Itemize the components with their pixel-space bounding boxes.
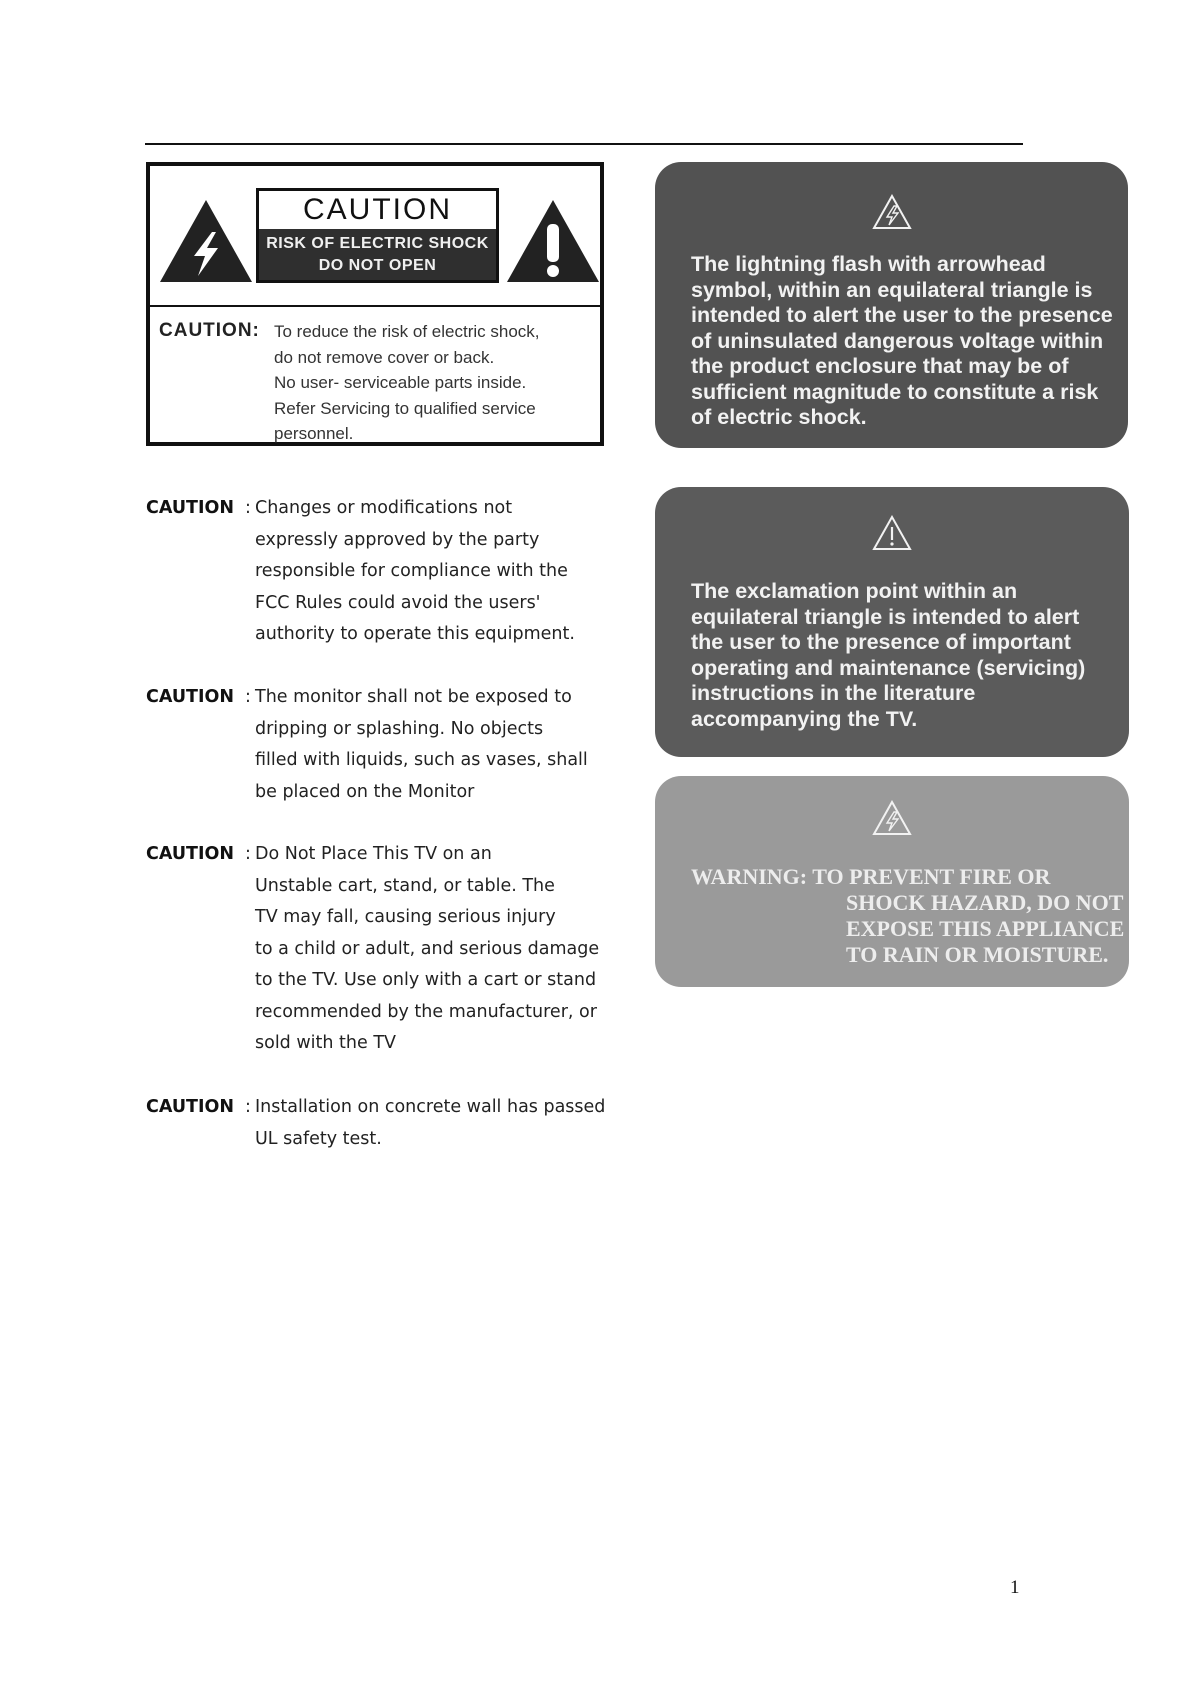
caution-heading: CAUTION — [146, 687, 235, 707]
caution-line: be placed on the Monitor — [255, 781, 475, 802]
caution-colon: : — [245, 498, 251, 518]
caution-label-plate — [256, 188, 499, 283]
caution-colon: : — [245, 687, 251, 707]
caution-label-box — [146, 162, 604, 446]
caution-label-title: CAUTION — [303, 193, 452, 226]
lightning-symbol-panel — [655, 162, 1128, 448]
lightning-triangle-icon — [872, 194, 912, 230]
caution-label-warning-line: DO NOT OPEN — [318, 257, 437, 274]
caution-label-line: do not remove cover or back. — [274, 347, 495, 367]
caution-colon: : — [245, 844, 251, 864]
exclamation-triangle-icon — [872, 515, 912, 551]
top-rule — [145, 143, 1023, 145]
caution-label-line: Refer Servicing to qualified service — [274, 398, 536, 418]
caution-line: Installation on concrete wall has passed — [255, 1097, 606, 1117]
warning-line: WARNING: TO PREVENT FIRE OR — [691, 864, 1051, 889]
caution-line: responsible for compliance with the — [255, 561, 568, 581]
warning-line: SHOCK HAZARD, DO NOT — [846, 890, 1124, 915]
caution-heading: CAUTION — [146, 1097, 235, 1117]
caution-text — [255, 839, 655, 1060]
lightning-symbol-text: The lightning flash with arrowhead symbol, within an equilateral triangle is intended to alert the user to the presence of uninsulated dangerous voltage within the product enclosure that may be of sufficient magnitude to constitute a risk of electric shock. — [691, 252, 1113, 429]
caution-line: UL safety test. — [255, 1128, 382, 1149]
caution-line: filled with liquids, such as vases, shall — [255, 750, 588, 770]
warning-line: TO RAIN OR MOISTURE. — [846, 942, 1109, 967]
exclamation-symbol-text: The exclamation point within an equilateral triangle is intended to alert the user to the presence of important operating and maintenance (servicing) instructions in the literature accompanying the TV. — [691, 579, 1086, 731]
caution-line: to the TV. Use only with a cart or stand — [255, 970, 597, 990]
lightning-warning-icon — [158, 198, 254, 284]
exclamation-warning-icon — [505, 198, 601, 284]
caution-line: The monitor shall not be exposed to — [255, 687, 572, 707]
caution-label-warning-line: RISK OF ELECTRIC SHOCK — [266, 235, 489, 252]
caution-line: FCC Rules could avoid the users' — [255, 592, 541, 613]
caution-line: TV may fall, causing serious injury — [255, 907, 556, 927]
caution-line: recommended by the manufacturer, or — [255, 1001, 597, 1022]
caution-line: dripping or splashing. No objects — [255, 718, 544, 739]
caution-label-lines — [274, 319, 594, 447]
warning-text — [691, 864, 1125, 968]
caution-line: expressly approved by the party — [255, 529, 540, 550]
caution-line: Do Not Place This TV on an — [255, 844, 492, 864]
page-number: 1 — [1010, 1577, 1020, 1598]
warning-panel — [655, 776, 1129, 987]
caution-label-line: No user- serviceable parts inside. — [274, 373, 527, 392]
lightning-triangle-icon — [872, 800, 912, 836]
warning-line: EXPOSE THIS APPLIANCE — [846, 916, 1125, 941]
caution-text — [255, 682, 655, 808]
caution-text — [255, 1092, 655, 1155]
caution-label-line: To reduce the risk of electric shock, — [274, 322, 540, 341]
exclamation-symbol-panel — [655, 487, 1129, 757]
caution-text — [255, 493, 655, 651]
caution-label-warning — [259, 229, 496, 280]
caution-colon: : — [245, 1097, 251, 1117]
caution-label-line: personnel. — [274, 424, 354, 443]
caution-label-header — [150, 166, 600, 307]
caution-line: Changes or modifications not — [255, 498, 513, 518]
caution-label-caption: CAUTION: — [159, 320, 260, 341]
caution-line: to a child or adult, and serious damage — [255, 938, 600, 959]
caution-heading: CAUTION — [146, 844, 235, 864]
caution-line: authority to operate this equipment. — [255, 624, 575, 644]
caution-line: sold with the TV — [255, 1033, 396, 1053]
caution-line: Unstable cart, stand, or table. The — [255, 875, 555, 896]
caution-heading: CAUTION — [146, 498, 235, 518]
